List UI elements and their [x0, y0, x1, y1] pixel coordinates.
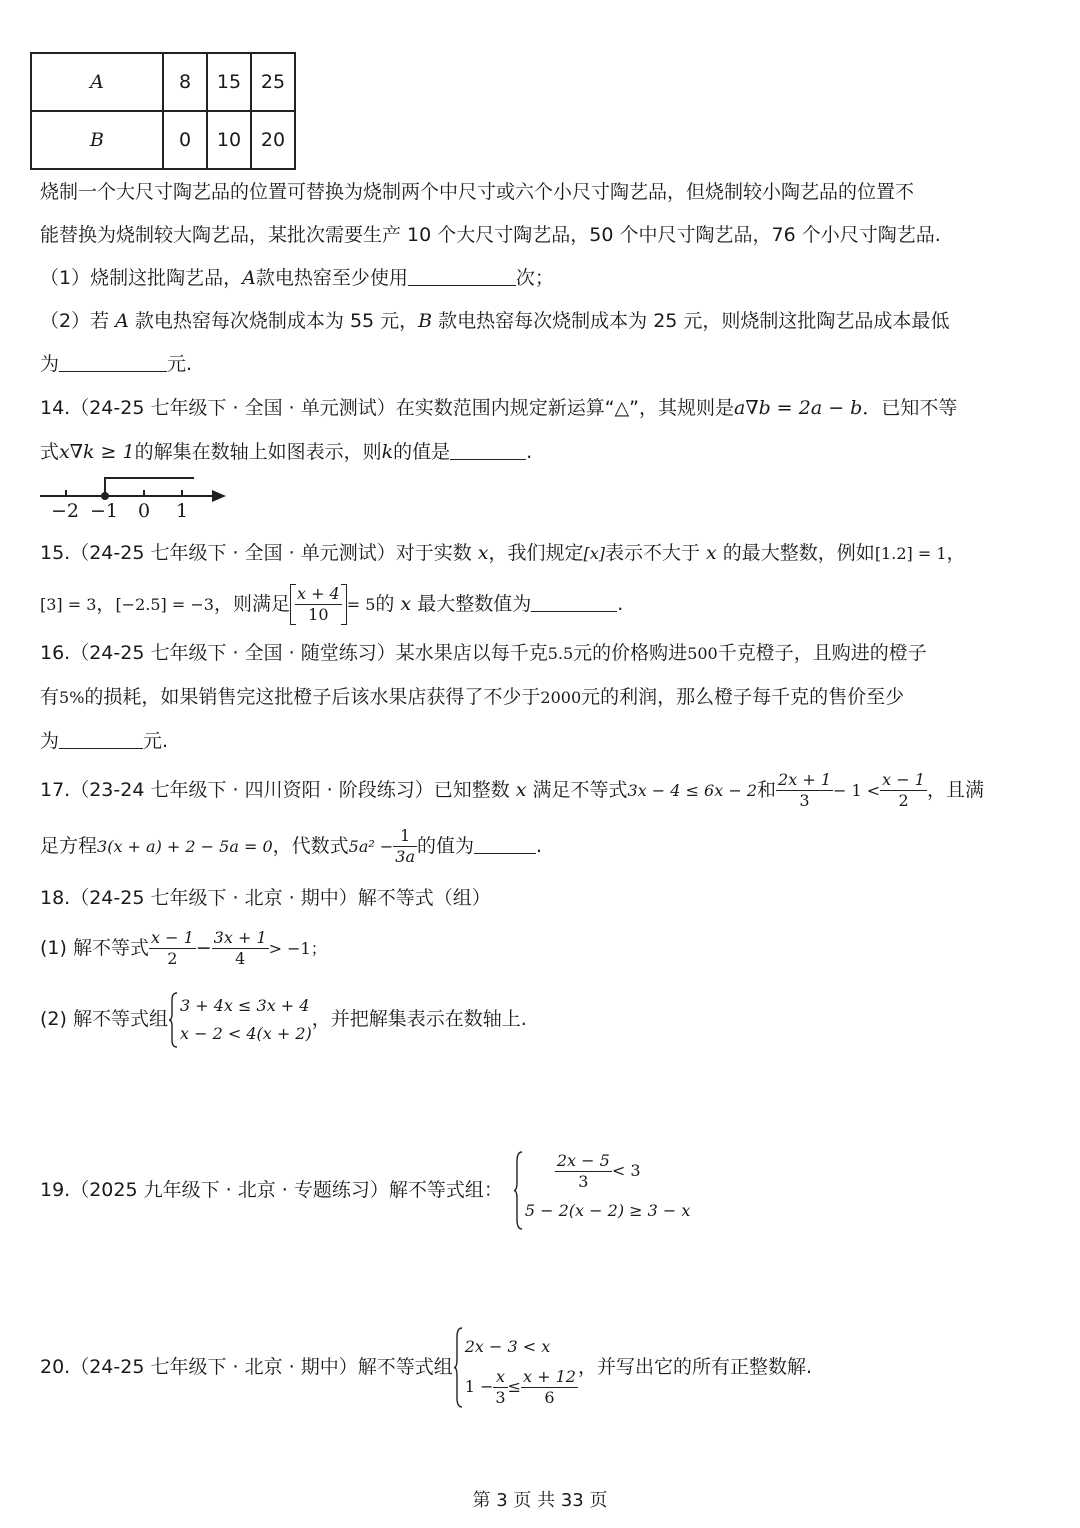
p16-line3: 为 元.: [40, 730, 169, 752]
table-cell: 20: [251, 111, 295, 169]
brace-icon: [168, 992, 178, 1048]
row-label: A: [31, 53, 163, 111]
table-row: [31, 111, 295, 169]
table-cell: 25: [251, 53, 295, 111]
p14-line1: 14.（24-25 七年级下 · 全国 · 单元测试）在实数范围内规定新运算“△”，其规则是a∇b = 2a − b．已知不等: [40, 397, 958, 419]
answer-blank[interactable]: [474, 835, 536, 854]
p13-question1: （1）烧制这批陶艺品，A款电热窑至少使用 次；: [40, 267, 554, 289]
p16-line1: 16.（24-25 七年级下 · 全国 · 随堂练习）某水果店以每千克5.5元的价格购进500千克橙子，且购进的橙子: [40, 642, 927, 664]
inequality-system: 2x − 3 < x 1 − $\frac{x}{3}$ ≤ $\frac{x + 12}{6}$: [453, 1327, 578, 1408]
brace-icon: [513, 1151, 523, 1230]
p16-line2: 有5%的损耗，如果销售完这批橙子后该水果店获得了不少于2000元的利润，那么橙子每千克的售价至少: [40, 686, 905, 708]
p14-line2: 式x∇k ≥ 1的解集在数轴上如图表示，则k的值是 .: [40, 441, 533, 463]
tick-label: 1: [176, 500, 189, 522]
inequality-system: 3 + 4x ≤ 3x + 4 x − 2 < 4(x + 2): [168, 992, 312, 1048]
p18-question1: (1) 解不等式 $\frac{x - 1}{2}$ − $\frac{3x + 1}{4}$ > −1；: [40, 928, 327, 968]
p15-line2: [3] = 3，[−2.5] = −3，则满足 $\frac{x + 4}{10}$ = 5的 x 最大整数值为 .: [40, 584, 624, 624]
p13-intro-line1: 烧制一个大尺寸陶艺品的位置可替换为烧制两个中尺寸或六个小尺寸陶艺品，但烧制较小陶艺品的位置不: [40, 181, 915, 203]
table-row: [31, 53, 295, 111]
number-line-ticks: [48, 500, 218, 524]
table-cell: 8: [163, 53, 207, 111]
row-label: B: [31, 111, 163, 169]
table-cell: 10: [207, 111, 251, 169]
inequality-system: $\frac{2x - 5}{3}$ < 3 5 − 2(x − 2) ≥ 3 − x: [513, 1151, 691, 1230]
table-cell: 15: [207, 53, 251, 111]
answer-blank[interactable]: [531, 593, 617, 612]
p17-line2: 足方程3(x + a) + 2 − 5a = 0，代数式5a² − $\frac{1}{3a}$ 的值为 .: [40, 826, 543, 866]
p13-question2-line2: 为 元.: [40, 353, 193, 375]
p18-question2: (2) 解不等式组 3 + 4x ≤ 3x + 4 x − 2 < 4(x + 2) ，并把解集表示在数轴上.: [40, 990, 527, 1048]
answer-blank[interactable]: [450, 441, 526, 460]
answer-blank[interactable]: [59, 730, 143, 749]
tick-label: −2: [51, 500, 80, 522]
p13-question2: （2）若 A 款电热窑每次烧制成本为 55 元，B 款电热窑每次烧制成本为 25 元，则烧制这批陶艺品成本最低: [40, 310, 950, 332]
answer-blank[interactable]: [408, 267, 516, 286]
answer-blank[interactable]: [59, 353, 167, 372]
kiln-table: [30, 52, 296, 170]
brace-icon: [453, 1327, 463, 1408]
p13-intro-line2: 能替换为烧制较大陶艺品，某批次需要生产 10 个大尺寸陶艺品，50 个中尺寸陶艺品，76 个小尺寸陶艺品.: [40, 224, 941, 246]
p20-line: 20.（24-25 七年级下 · 北京 · 期中）解不等式组 2x − 3 < x 1 − $\frac{x}{3}$ ≤ $\frac{x + 12}{6}$ ，并写出它的所有正整数解.: [40, 1325, 812, 1409]
p17-line1: 17.（23-24 七年级下 · 四川资阳 · 阶段练习）已知整数 x 满足不等式3x − 4 ≤ 6x − 2和 $\frac{2x + 1}{3}$ − 1 < $\frac{x - 1}{2}$ ，且满: [40, 770, 984, 810]
p15-line1: 15.（24-25 七年级下 · 全国 · 单元测试）对于实数 x，我们规定[x]表示不大于 x 的最大整数，例如[1.2] = 1，: [40, 542, 966, 564]
page-number: 第 3 页 共 33 页: [472, 1490, 608, 1511]
floor-bracket: $\frac{x + 4}{10}$: [290, 584, 347, 625]
p19-line: 19.（2025 九年级下 · 北京 · 专题练习）解不等式组： $\frac{2x - 5}{3}$ < 3 5 − 2(x − 2) ≥ 3 − x: [40, 1150, 690, 1230]
tick-label: 0: [138, 500, 151, 522]
p18-title: 18.（24-25 七年级下 · 北京 · 期中）解不等式（组）: [40, 887, 491, 909]
table-cell: 0: [163, 111, 207, 169]
tick-label: −1: [90, 500, 119, 522]
